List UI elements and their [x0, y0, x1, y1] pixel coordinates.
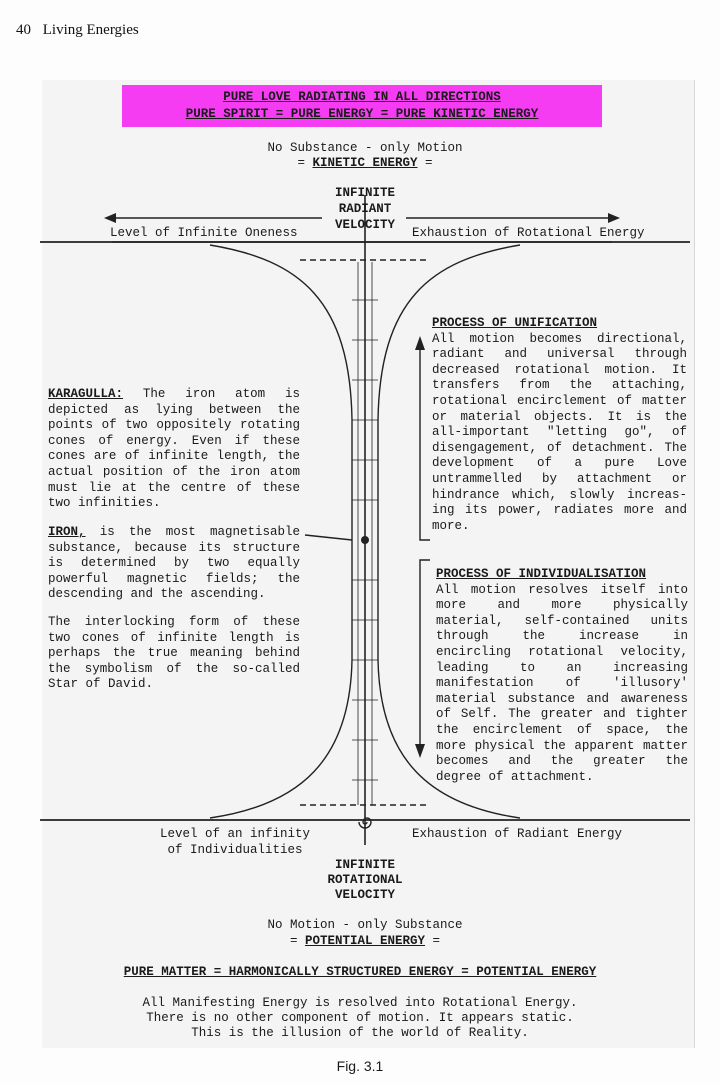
velocity-label-top: VELOCITY	[334, 218, 395, 232]
individualisation-block	[436, 567, 688, 785]
unification-bracket	[420, 345, 430, 540]
individualisation-bracket	[420, 560, 430, 750]
rotational-label: ROTATIONAL	[327, 873, 403, 887]
running-title: Living Energies	[42, 22, 139, 38]
infinite-label-top: INFINITE	[334, 186, 395, 200]
level-infinity-line-1: Level of an infinity	[159, 827, 311, 841]
individualisation-body: All motion resolves itself into more and more physically material, self-contained units through the increase in encircling rotational velocity, leading to an increasing manifestation of 'illusory' material substance and awareness of Self. The greater and tighter the encirclement of space, the more physical the apparent matter becomes and the greater the degree of attachment.	[436, 582, 688, 784]
no-substance-line: No Substance - only Motion	[267, 141, 463, 155]
banner-line-1: PURE LOVE RADIATING IN ALL DIRECTIONS	[223, 90, 501, 104]
down-arrowhead	[415, 744, 425, 758]
closing-line-2: There is no other component of motion. It appears static.	[146, 1011, 574, 1025]
level-infinite-oneness: Level of Infinite Oneness	[110, 226, 298, 240]
iron-block	[48, 525, 300, 603]
interlocking-block: The interlocking form of these two cones of infinite length is perhaps the true meaning behind the symbolism of the so-called Star of David.	[48, 615, 300, 692]
potential-prefix: =	[289, 934, 305, 948]
karagulla-block	[48, 387, 300, 512]
closing-line-1: All Manifesting Energy is resolved into Rotational Energy.	[142, 996, 578, 1010]
individualisation-heading: PROCESS OF INDIVIDUALISATION	[436, 567, 647, 581]
kinetic-energy-term: KINETIC ENERGY	[312, 156, 418, 170]
kinetic-prefix: =	[297, 156, 313, 170]
velocity-label-bottom: VELOCITY	[334, 888, 395, 902]
kinetic-energy-line	[265, 156, 465, 171]
iron-body: is the most magnetisable substance, because its structure is determined by two equally powerful magnetic fields; the descending and the ascending.	[48, 525, 300, 602]
exhaustion-rotational-energy: Exhaustion of Rotational Energy	[412, 226, 645, 240]
closing-line-3: This is the illusion of the world of Reality.	[191, 1026, 529, 1040]
no-motion-line: No Motion - only Substance	[267, 918, 463, 932]
exhaustion-radiant-energy: Exhaustion of Radiant Energy	[412, 827, 623, 841]
unification-block	[432, 316, 687, 534]
page-number: 40	[16, 22, 31, 38]
iron-name: IRON,	[48, 525, 86, 539]
figure-caption: Fig. 3.1	[336, 1058, 384, 1074]
iron-atom-dot	[361, 536, 369, 544]
radiant-label: RADIANT	[338, 202, 392, 216]
unification-body: All motion becomes directional, radiant and universal through decreased rotational motion. It transfers from the attaching, rotational encirclement of matter or material objects. It is the all-important "letting go", of disengagement, of detachment. The development of a pure Love untrammelled by attachment or hindrance which, slowly increas-ing its power, radiates more and more.	[432, 331, 687, 533]
infinite-label-bottom: INFINITE	[334, 858, 395, 872]
pure-matter-line: PURE MATTER = HARMONICALLY STRUCTURED ENERGY = POTENTIAL ENERGY	[123, 965, 597, 979]
banner-line-2: PURE SPIRIT = PURE ENERGY = PURE KINETIC ENERGY	[185, 107, 539, 121]
kinetic-suffix: =	[417, 156, 433, 170]
unification-heading: PROCESS OF UNIFICATION	[432, 316, 598, 330]
left-arrowhead	[104, 213, 116, 223]
level-infinity-line-2: of Individualities	[167, 843, 303, 857]
potential-energy-line	[245, 934, 485, 949]
up-arrowhead	[415, 336, 425, 350]
karagulla-name: KARAGULLA:	[48, 387, 124, 401]
right-arrowhead	[608, 213, 620, 223]
potential-energy-term: POTENTIAL ENERGY	[304, 934, 426, 948]
potential-suffix: =	[425, 934, 441, 948]
karagulla-body: The iron atom is depicted as lying between the points of two oppositely rotating cones of energy. Even if these cones are of infinite length, the actual position of the iron atom must lie at the centre of these two infinities.	[48, 387, 300, 511]
